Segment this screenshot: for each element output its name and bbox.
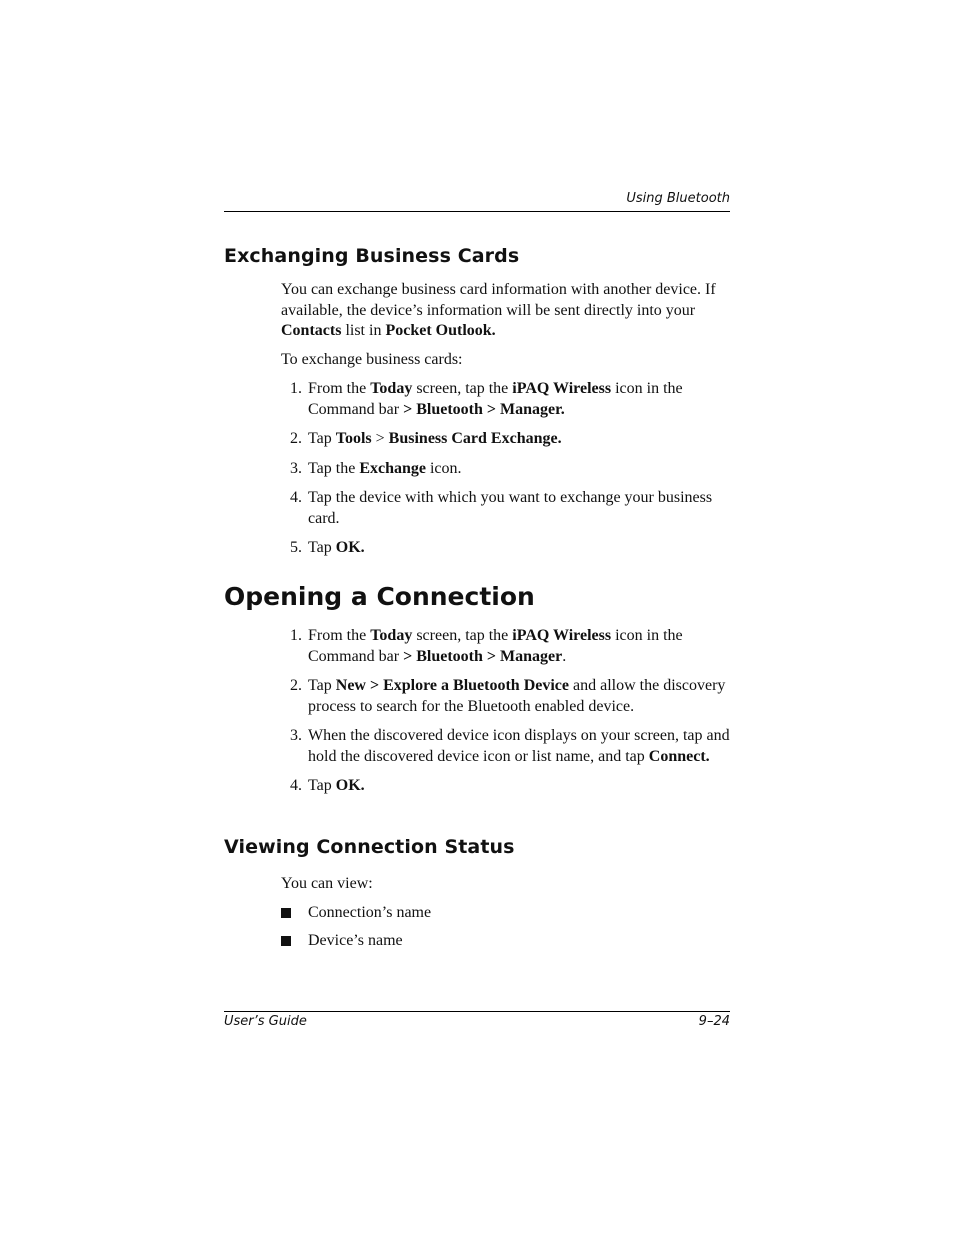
list-item — [281, 379, 733, 420]
step-text: . — [562, 647, 567, 665]
footer-guide-title: User’s Guide — [224, 1014, 307, 1029]
step-text: Tap — [308, 677, 336, 694]
section-heading-opening-a-connection: Opening a Connection — [224, 582, 535, 611]
list-item — [281, 903, 733, 924]
intro-text: list in — [341, 322, 386, 339]
step-bold: > Bluetooth > Manager. — [403, 400, 565, 418]
section-heading-exchanging-business-cards: Exchanging Business Cards — [224, 245, 520, 267]
step-bold: OK. — [335, 777, 365, 794]
section-heading-viewing-connection-status: Viewing Connection Status — [224, 836, 515, 858]
step-number: 1. — [290, 627, 302, 644]
step-number: 1. — [290, 380, 302, 397]
running-head: Using Bluetooth — [626, 191, 730, 206]
page-number: 9–24 — [698, 1014, 730, 1029]
step-text: > — [371, 430, 389, 447]
step-text: Tap — [308, 539, 336, 556]
step-number: 2. — [290, 677, 302, 694]
intro-bold-pocket-outlook: Pocket Outlook. — [385, 322, 496, 339]
step-text: Tap the — [308, 459, 360, 477]
section1-steps — [281, 379, 733, 568]
step-bold: > Bluetooth > Manager — [403, 647, 563, 665]
step-number: 4. — [290, 777, 302, 794]
list-item — [281, 726, 733, 767]
list-item — [281, 931, 733, 952]
square-bullet-icon — [281, 908, 291, 918]
step-text: When the discovered device icon displays on your screen, tap and hold the discovered device icon or list name, and tap — [308, 727, 730, 765]
step-number: 3. — [290, 459, 302, 477]
step-bold: OK. — [335, 539, 365, 556]
section1-lead: To exchange business cards: — [281, 351, 463, 368]
step-bold: Exchange — [359, 459, 426, 477]
step-text: icon in the Command bar — [308, 627, 683, 665]
list-item — [281, 488, 733, 529]
step-text: screen, tap the — [412, 380, 513, 397]
step-number: 4. — [290, 489, 302, 506]
bullet-text: Device’s name — [308, 932, 403, 949]
step-bold: Business Card Exchange. — [388, 430, 562, 447]
step-number: 5. — [290, 539, 302, 556]
list-item — [281, 459, 733, 480]
section2-steps — [281, 626, 733, 806]
footer-rule — [224, 1011, 730, 1012]
step-text: and allow the discovery process to search for the Bluetooth enabled device. — [308, 677, 726, 715]
step-bold: Connect. — [648, 747, 710, 765]
step-text: Tap — [308, 430, 336, 447]
step-bold: Today — [370, 380, 413, 397]
step-number: 3. — [290, 727, 302, 744]
section1-intro-paragraph — [281, 280, 733, 342]
step-text: From the — [308, 380, 371, 397]
list-item — [281, 676, 733, 717]
list-item — [281, 626, 733, 667]
section3-bullets — [281, 903, 733, 959]
step-bold: iPAQ Wireless — [512, 380, 612, 397]
step-bold: iPAQ Wireless — [512, 627, 612, 644]
step-text: screen, tap the — [412, 627, 513, 644]
step-bold: Tools — [335, 430, 372, 447]
section3-lead: You can view: — [281, 875, 373, 892]
list-item — [281, 429, 733, 450]
step-text: Tap — [308, 777, 336, 794]
list-item — [281, 538, 733, 559]
step-number: 2. — [290, 430, 302, 447]
intro-text: You can exchange business card information with another device. If available, the device’s information will be sent directly into your — [281, 281, 716, 319]
step-bold: Today — [370, 627, 413, 644]
bullet-text: Connection’s name — [308, 904, 432, 921]
step-text: Tap the device with which you want to exchange your business card. — [308, 489, 713, 527]
square-bullet-icon — [281, 936, 291, 946]
step-text: From the — [308, 627, 371, 644]
list-item — [281, 776, 733, 797]
step-text: icon. — [425, 459, 462, 477]
intro-bold-contacts: Contacts — [281, 322, 342, 339]
step-bold: New > Explore a Bluetooth Device — [335, 677, 569, 694]
header-rule — [224, 211, 730, 212]
step-text: icon in the Command bar — [308, 380, 683, 418]
